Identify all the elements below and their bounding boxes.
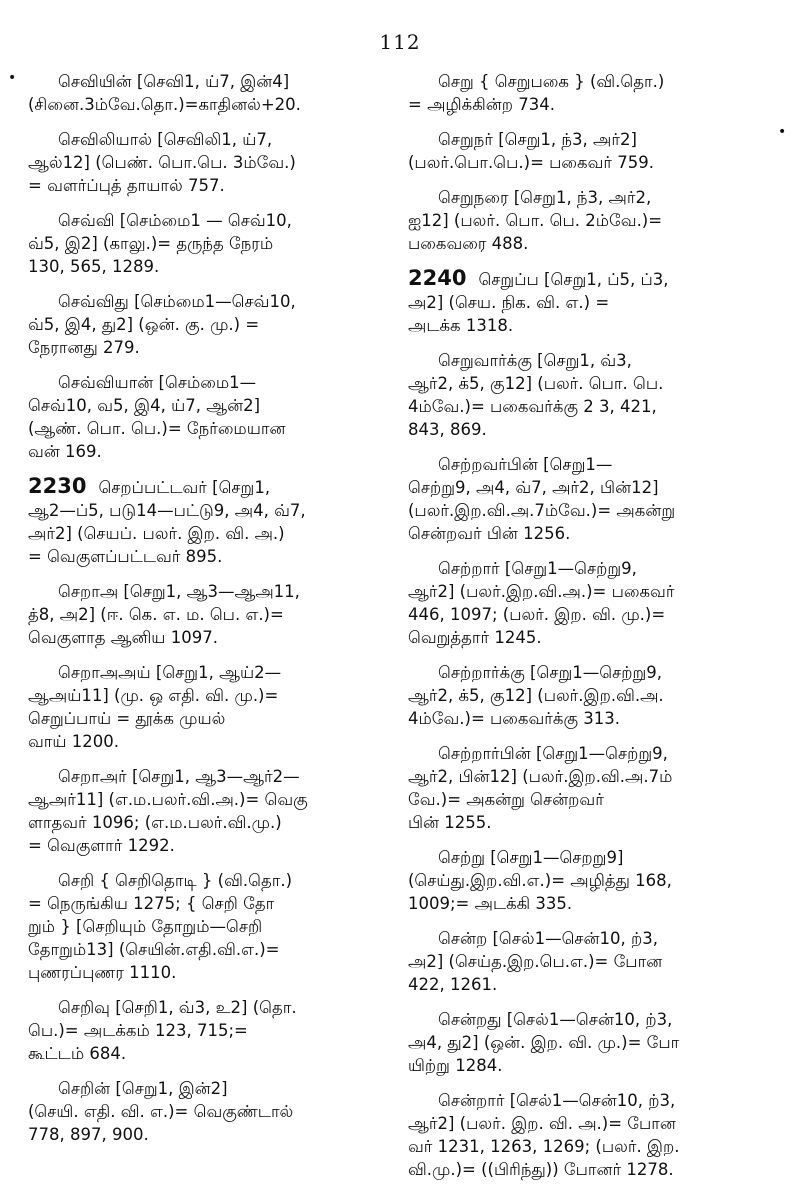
entry-line: 422, 1261. xyxy=(408,975,498,994)
dictionary-entry xyxy=(408,661,774,730)
dictionary-entry xyxy=(28,1077,400,1146)
margin-mark: • xyxy=(778,124,787,140)
entry-line: த்8, அ2] (ஈ. கெ. எ. ம. பெ. எ.)= xyxy=(28,605,284,624)
entry-line: செறின் [செறு1, இன்2] xyxy=(58,1079,228,1098)
entry-line: வெறுத்தார் 1245. xyxy=(408,628,542,647)
entry-line: பகைவரை 488. xyxy=(408,234,529,253)
entry-number: 2240 xyxy=(408,266,467,290)
entry-line: பின் 1255. xyxy=(408,813,492,832)
dictionary-entry xyxy=(408,1089,774,1181)
entry-line: வே.)= அகன்று சென்றவர் xyxy=(408,790,604,809)
entry-line: ஐ12] (பலர். பொ. பெ. 2ம்வே.)= xyxy=(408,211,663,230)
entry-line: ஆஅய்11] (மு. ஒ எதி. வி. மு.)= xyxy=(28,686,279,705)
entry-line: செறுநரை [செறு1, ந்3, அர்2, xyxy=(438,188,652,207)
entry-line: செறிவு [செறி1, வ்3, உ2] (தொ. xyxy=(58,998,297,1017)
entry-line xyxy=(28,475,400,499)
entry-line: செவ்விது [செம்மை1—செவ்10, xyxy=(58,292,296,311)
entry-line: செறாஅ [செறு1, ஆ3—ஆஅ11, xyxy=(58,582,300,601)
entry-line: செறுப்பாய் = தூக்க முயல் xyxy=(28,709,226,728)
entry-line: ஆர்2] (பலர். இற. வி. அ.)= போன xyxy=(408,1114,676,1133)
dictionary-entry xyxy=(408,557,774,649)
entry-line: = வெகுளார் 1292. xyxy=(28,836,175,855)
entry-line: ஆஅர்11] (எ.ம.பலர்.வி.அ.)= வெகு xyxy=(28,790,308,809)
dictionary-entry xyxy=(408,453,774,545)
dictionary-entry xyxy=(28,869,400,984)
entry-line: புணரப்புணர 1110. xyxy=(28,963,177,982)
dictionary-entry xyxy=(408,70,774,116)
entry-line: 4ம்வே.)= பகைவர்க்கு 313. xyxy=(408,709,620,728)
entry-line: செவியின் [செவி1, ய்7, இன்4] xyxy=(58,72,290,91)
entry-line: செறு { செறுபகை } (வி.தொ.) xyxy=(438,72,665,91)
entry-line: ஆர்2, க்5, கு12] (பலர்.இற.வி.அ. xyxy=(408,686,664,705)
entry-line: செற்றார் [செறு1—செற்று9, xyxy=(438,559,637,578)
entry-line: = அழிக்கின்ற 734. xyxy=(408,95,555,114)
dictionary-entry xyxy=(28,996,400,1065)
entry-line: ஆர்2] (பலர்.இற.வி.அ.)= பகைவர் xyxy=(408,582,675,601)
entry-line: சென்றார் [செல்1—சென்10, ற்3, xyxy=(438,1091,676,1110)
entry-line: செவிலியால் [செவிலி1, ய்7, xyxy=(58,130,273,149)
entry-line: செற்றார்க்கு [செறு1—செற்று9, xyxy=(438,663,662,682)
dictionary-entry xyxy=(28,70,400,116)
entry-text: செறப்பட்டவர் [செறு1, xyxy=(98,478,271,497)
entry-line: செறாஅர் [செறு1, ஆ3—ஆர்2— xyxy=(58,767,300,786)
entry-line: வி.மு.)= ((பிரிந்து)) போனர் 1278. xyxy=(408,1160,674,1179)
entry-line: 130, 565, 1289. xyxy=(28,257,160,276)
entry-line: ஆர்2, பின்12] (பலர்.இற.வி.அ.7ம் xyxy=(408,767,673,786)
margin-mark: • xyxy=(8,70,17,86)
dictionary-entry xyxy=(28,209,400,278)
entry-line: = வளர்ப்புத் தாயால் 757. xyxy=(28,176,225,195)
dictionary-entry xyxy=(408,742,774,834)
dictionary-entry xyxy=(28,661,400,753)
entry-line: ஆ2—ப்5, படு14—பட்டு9, அ4, வ்7, xyxy=(28,501,306,520)
entry-line: (ஆண். பொ. பெ.)= நேர்மையான xyxy=(28,419,286,438)
entry-line: பெ.)= அடக்கம் 123, 715;= xyxy=(28,1021,248,1040)
entry-line: நேரானது 279. xyxy=(28,338,140,357)
dictionary-entry xyxy=(408,1008,774,1077)
entry-line: 446, 1097; (பலர். இற. வி. மு.)= xyxy=(408,605,666,624)
entry-line: வெகுளாத ஆனிய 1097. xyxy=(28,628,218,647)
entry-line: அடக்க 1318. xyxy=(408,316,514,335)
entry-line: 4ம்வே.)= பகைவர்க்கு 2 3, 421, xyxy=(408,397,657,416)
left-column xyxy=(28,70,400,1158)
entry-number: 2230 xyxy=(28,474,87,498)
dictionary-entry xyxy=(408,267,774,337)
entry-line: செற்றவர்பின் [செறு1— xyxy=(438,455,613,474)
entry-line: சென்ற [செல்1—சென்10, ற்3, xyxy=(438,929,659,948)
entry-line: அ2] (செய்த.இற.பெ.எ.)= போன xyxy=(408,952,663,971)
dictionary-entry xyxy=(28,765,400,857)
entry-line: செவ்10, வ5, இ4, ய்7, ஆன்2] xyxy=(28,396,261,415)
entry-line: 1009;= அடக்கி 335. xyxy=(408,894,573,913)
dictionary-entry xyxy=(28,371,400,463)
entry-line: செறி { செறிதொடி } (வி.தொ.) xyxy=(58,871,293,890)
entry-line: சென்றது [செல்1—சென்10, ற்3, xyxy=(438,1010,673,1029)
entry-line: செற்றார்பின் [செறு1—செற்று9, xyxy=(438,744,668,763)
entry-line: 843, 869. xyxy=(408,420,487,439)
entry-text: செறுப்ப [செறு1, ப்5, ப்3, xyxy=(478,270,669,289)
entry-line: 778, 897, 900. xyxy=(28,1125,149,1144)
entry-line: (பலர்.பொ.பெ.)= பகைவர் 759. xyxy=(408,153,654,172)
entry-line: யிற்று 1284. xyxy=(408,1056,503,1075)
dictionary-entry xyxy=(408,349,774,441)
entry-line: அ4, து2] (ஒன். இற. வி. மு.)= போ xyxy=(408,1033,680,1052)
entry-line: சென்றவர் பின் 1256. xyxy=(408,524,571,543)
entry-line: ஆர்2, க்5, கு12] (பலர். பொ. பெ. xyxy=(408,374,664,393)
right-column xyxy=(408,70,774,1193)
entry-line: கூட்டம் 684. xyxy=(28,1044,127,1063)
dictionary-entry xyxy=(408,927,774,996)
entry-line: செவ்வியான் [செம்மை1— xyxy=(58,373,257,392)
entry-line: = நெருங்கிய 1275; { செறி தோ xyxy=(28,894,275,913)
entry-line: (செய்து.இற.வி.எ.)= அழித்து 168, xyxy=(408,871,672,890)
entry-line: அ2] (செய. நிக. வி. எ.) = xyxy=(408,293,610,312)
dictionary-entry xyxy=(28,580,400,649)
entry-line: அர்2] (செயப். பலர். இற. வி. அ.) xyxy=(28,524,285,543)
entry-line: ஆல்12] (பெண். பொ.பெ. 3ம்வே.) xyxy=(28,153,296,172)
entry-line: = வெகுளப்பட்டவர் 895. xyxy=(28,547,223,566)
entry-line: றும் } [செறியும் தோறும்—செறி xyxy=(28,917,263,936)
dictionary-entry xyxy=(408,846,774,915)
dictionary-entry xyxy=(28,128,400,197)
entry-line: செறுவார்க்கு [செறு1, வ்3, xyxy=(438,351,632,370)
entry-line: வன் 169. xyxy=(28,442,102,461)
dictionary-entry xyxy=(28,475,400,568)
entry-line: ளாதவர் 1096; (எ.ம.பலர்.வி.மு.) xyxy=(28,813,282,832)
dictionary-entry xyxy=(28,290,400,359)
entry-line: (சினை.3ம்வே.தொ.)=காதினல்+20. xyxy=(28,95,301,114)
entry-line: செற்று [செறு1—செறறு9] xyxy=(438,848,624,867)
entry-line: செற்று9, அ4, வ்7, அர்2, பின்12] xyxy=(408,478,659,497)
entry-line: செறாஅஅய் [செறு1, ஆய்2— xyxy=(58,663,282,682)
dictionary-entry xyxy=(408,128,774,174)
entry-line: (பலர்.இற.வி.அ.7ம்வே.)= அகன்று xyxy=(408,501,676,520)
entry-line: செறுநர் [செறு1, ந்3, அர்2] xyxy=(438,130,637,149)
entry-line xyxy=(408,267,774,291)
entry-line: வ்5, இ4, து2] (ஒன். கு. மு.) = xyxy=(28,315,260,334)
entry-line: வாய் 1200. xyxy=(28,732,120,751)
dictionary-entry xyxy=(408,186,774,255)
entry-line: தோறும்13] (செயின்.எதி.வி.எ.)= xyxy=(28,940,280,959)
entry-line: வ்5, இ2] (காலு.)= தருந்த நேரம் xyxy=(28,234,274,253)
entry-line: வர் 1231, 1263, 1269; (பலர். இற. xyxy=(408,1137,680,1156)
page-number: 112 xyxy=(379,30,421,54)
entry-line: (செயி. எதி. வி. எ.)= வெகுண்டால் xyxy=(28,1102,294,1121)
entry-line: செவ்வி [செம்மை1 — செவ்10, xyxy=(58,211,292,230)
